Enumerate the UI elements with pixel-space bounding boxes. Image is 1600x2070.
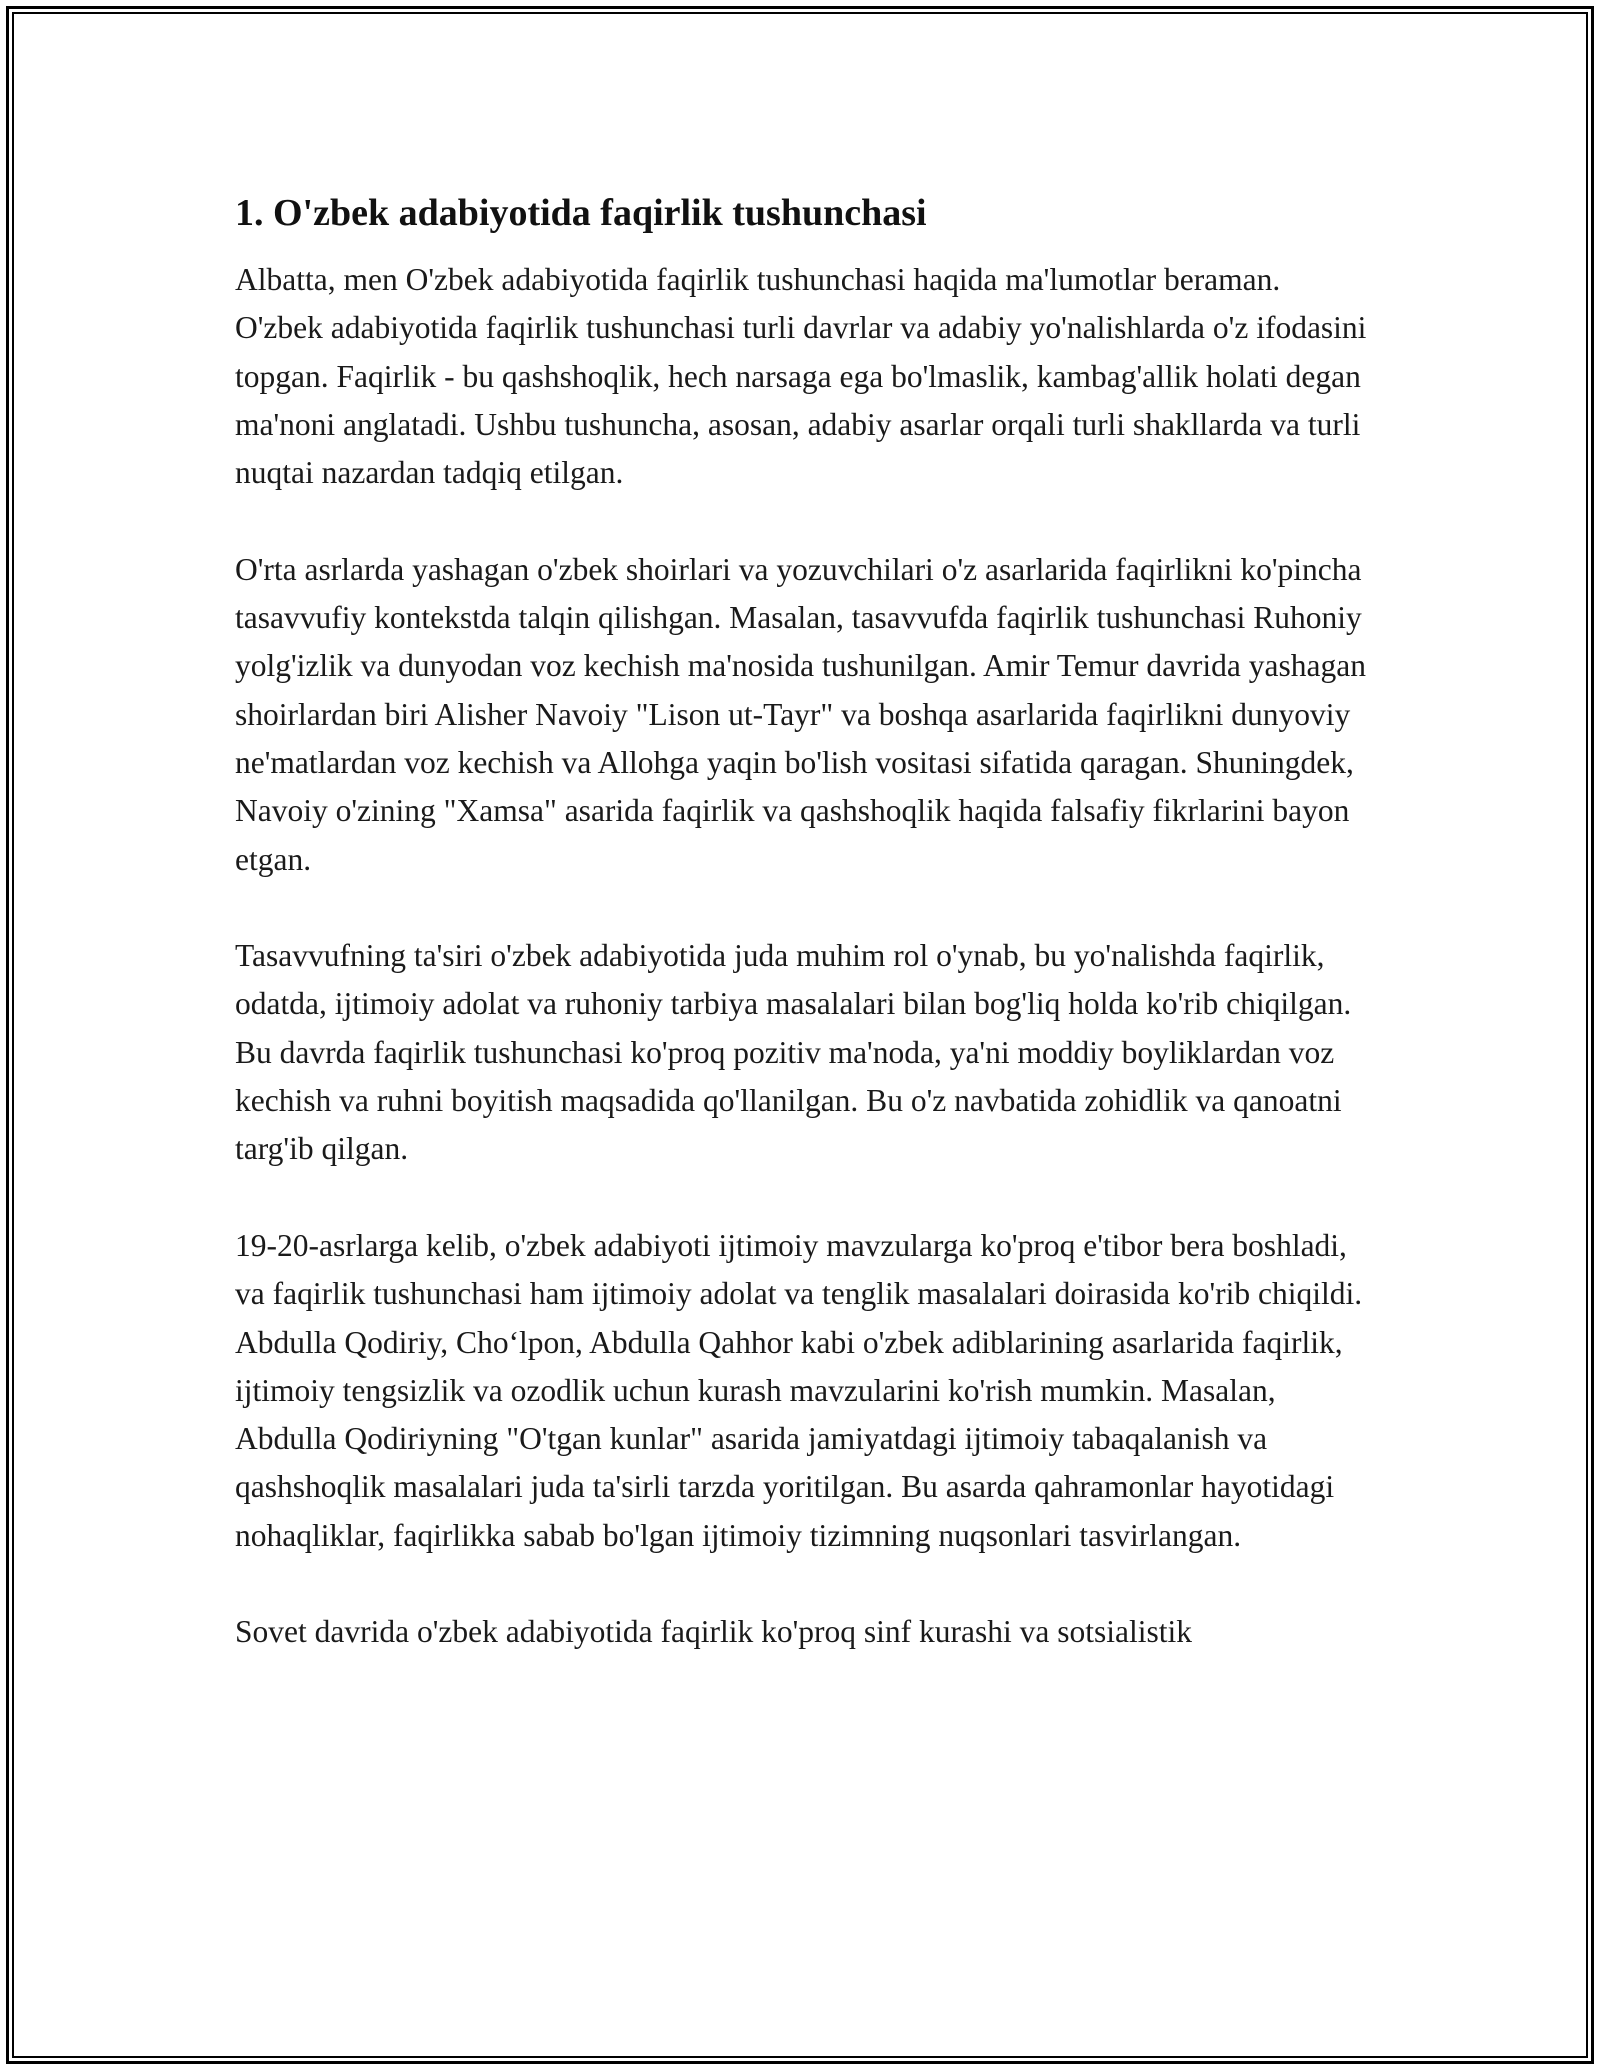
paragraph-5: Sovet davrida o'zbek adabiyotida faqirlik ko'proq sinf kurashi va sotsialistik	[235, 1614, 1193, 1650]
paragraph-1: Albatta, men O'zbek adabiyotida faqirlik tushunchasi haqida ma'lumotlar beraman. O'zbek adabiyotida faqirlik tushunchasi turli davrlar va adabiy yo'nalishlarda o'z ifodasini topgan. Faqirlik - bu qashshoqlik, hech narsaga ega bo'lmaslik, kambag'allik holati degan ma'noni anglatadi. Ushbu tushuncha, asosan, adabiy asarlar orqali turli shakllarda va turli nuqtai nazardan tadqiq etilgan.	[235, 262, 1367, 491]
paragraph-2: O'rta asrlarda yashagan o'zbek shoirlari va yozuvchilari o'z asarlarida faqirlikni ko'pincha tasavvufiy kontekstda talqin qilishgan. Masalan, tasavvufda faqirlik tushunchasi Ruhoniy yolg'izlik va dunyodan voz kechish ma'nosida tushunilgan. Amir Temur davrida yashagan shoirlardan biri Alisher Navoiy "Lison ut-Tayr" va boshqa asarlarida faqirlikni dunyoviy ne'matlardan voz kechish va Allohga yaqin bo'lish vositasi sifatida qaragan. Shuningdek, Navoiy o'zining "Xamsa" asarida faqirlik va qashshoqlik haqida falsafiy fikrlarini bayon etgan.	[235, 551, 1366, 877]
section-heading: 1. O'zbek adabiyotida faqirlik tushunchasi	[235, 192, 927, 234]
document-body	[235, 188, 1375, 1657]
paragraph-3: Tasavvufning ta'siri o'zbek adabiyotida juda muhim rol o'ynab, bu yo'nalishda faqirlik, odatda, ijtimoiy adolat va ruhoniy tarbiya masalalari bilan bog'liq holda ko'rib chiqilgan. Bu davrda faqirlik tushunchasi ko'proq pozitiv ma'noda, ya'ni moddiy boyliklardan voz kechish va ruhni boyitish maqsadida qo'llanilgan. Bu o'z navbatida zohidlik va qanoatni targ'ib qilgan.	[235, 938, 1352, 1167]
paragraph-4: 19-20-asrlarga kelib, o'zbek adabiyoti ijtimoiy mavzularga ko'proq e'tibor bera boshladi, va faqirlik tushunchasi ham ijtimoiy adolat va tenglik masalalari doirasida ko'rib chiqildi. Abdulla Qodiriy, Cho‘lpon, Abdulla Qahhor kabi o'zbek adiblarining asarlarida faqirlik, ijtimoiy tengsizlik va ozodlik uchun kurash mavzularini ko'rish mumkin. Masalan, Abdulla Qodiriyning "O'tgan kunlar" asarida jamiyatdagi ijtimoiy tabaqalanish va qashshoqlik masalalari juda ta'sirli tarzda yoritilgan. Bu asarda qahramonlar hayotidagi nohaqliklar, faqirlikka sabab bo'lgan ijtimoiy tizimning nuqsonlari tasvirlangan.	[235, 1227, 1363, 1553]
